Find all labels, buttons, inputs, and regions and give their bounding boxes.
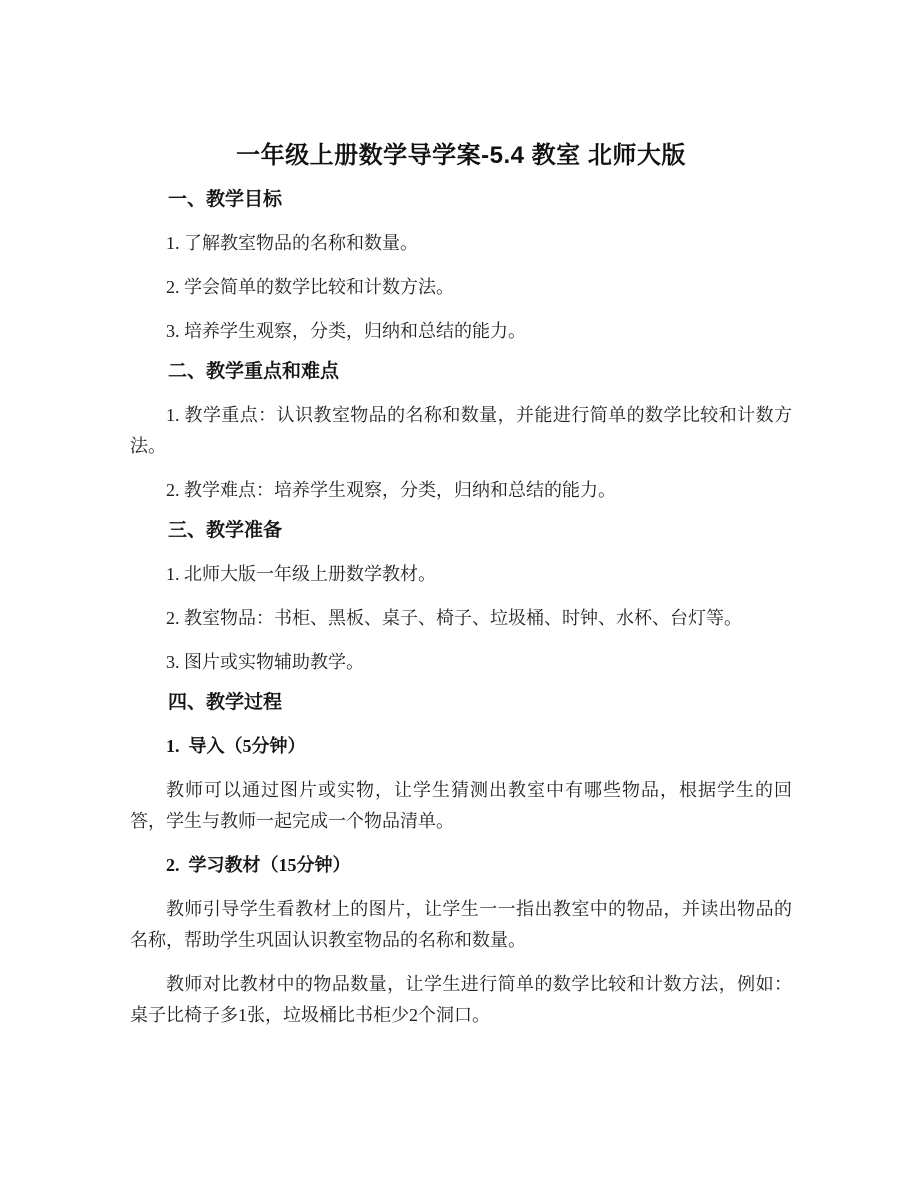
preparation-item: 2. 教室物品：书柜、黑板、桌子、椅子、垃圾桶、时钟、水杯、台灯等。	[166, 608, 742, 628]
step-paragraph: 教师对比教材中的物品数量，让学生进行简单的数学比较和计数方法，例如：桌子比椅子多1张，垃圾桶比书柜少2个洞口。	[130, 974, 792, 1025]
section-heading: 一、教学目标	[168, 189, 283, 210]
section-heading: 三、教学准备	[168, 520, 283, 541]
document-title: 一年级上册数学导学案-5.4 教室 北师大版	[236, 142, 686, 169]
section-teaching-process	[130, 687, 792, 1031]
preparation-item: 1. 北师大版一年级上册数学教材。	[166, 564, 436, 584]
section-heading: 二、教学重点和难点	[168, 361, 340, 382]
section-teaching-objectives	[130, 184, 792, 347]
objective-item: 3. 培养学生观察，分类，归纳和总结的能力。	[166, 321, 526, 341]
key-point-item: 1. 教学重点：认识教室物品的名称和数量，并能进行简单的数学比较和计数方法。	[130, 405, 792, 456]
key-point-item: 2. 教学难点：培养学生观察，分类，归纳和总结的能力。	[166, 480, 616, 500]
section-key-points	[130, 356, 792, 506]
section-heading: 四、教学过程	[168, 692, 283, 713]
objective-item: 2. 学会简单的数学比较和计数方法。	[166, 277, 454, 297]
preparation-item: 3. 图片或实物辅助教学。	[166, 652, 364, 672]
objective-item: 1. 了解教室物品的名称和数量。	[166, 233, 418, 253]
step-paragraph: 教师可以通过图片或实物，让学生猜测出教室中有哪些物品，根据学生的回答，学生与教师一起完成一个物品清单。	[130, 780, 792, 831]
step-heading-study-material: 2. 学习教材（15分钟）	[166, 855, 351, 875]
step-paragraph: 教师引导学生看教材上的图片，让学生一一指出教室中的物品，并读出物品的名称，帮助学生巩固认识教室物品的名称和数量。	[130, 899, 792, 950]
section-preparation	[130, 515, 792, 678]
step-heading-intro: 1. 导入（5分钟）	[166, 736, 306, 756]
